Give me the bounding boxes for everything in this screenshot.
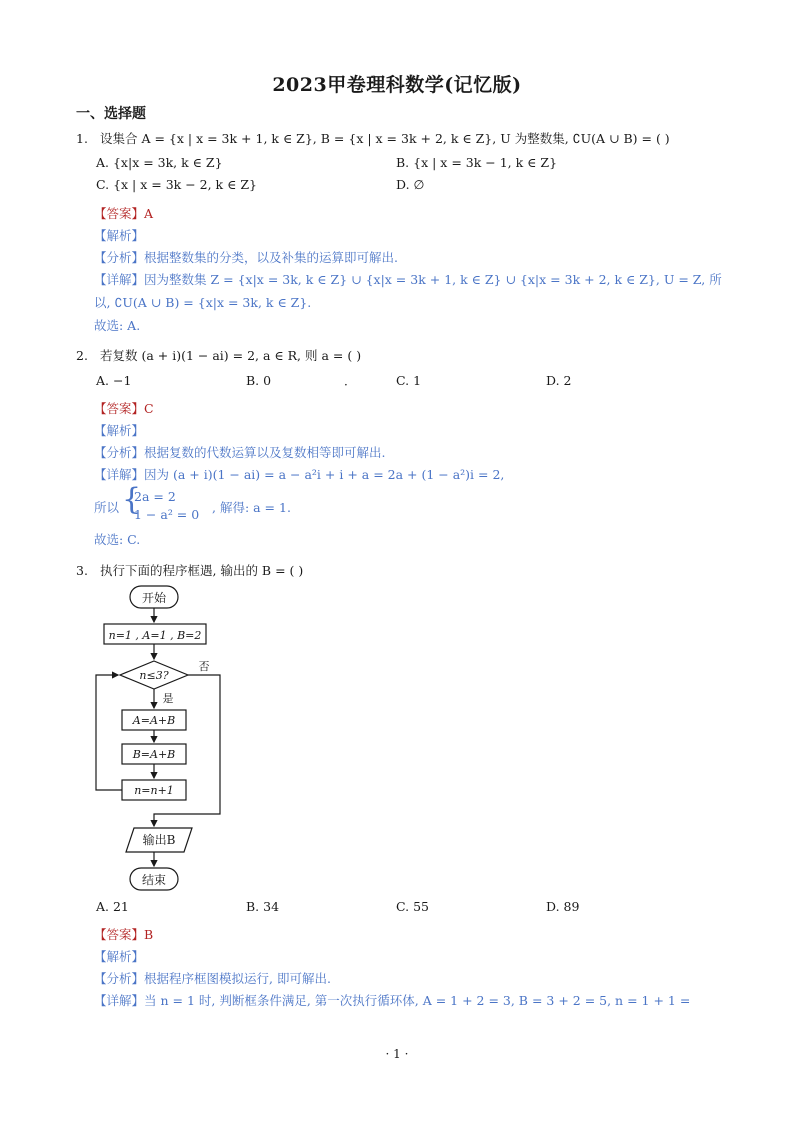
system-brace: { — [122, 482, 142, 517]
q3-option-d: D. 89 — [546, 899, 580, 914]
q2-jiexi: 【解析】 — [94, 423, 145, 438]
flow-start-label: 开始 — [141, 591, 167, 605]
q1-detail-line-1: 【详解】因为整数集 Z = {x|x = 3k, k ∈ Z} ∪ {x|x = 3k + 1, k ∈ Z} ∪ {x|x = 3k + 2, k ∈ Z}, U = Z, 所 — [94, 272, 722, 287]
q3-analysis: 【分析】根据程序框图模拟运行, 即可解出. — [94, 971, 331, 986]
q1-option-c: C. {x | x = 3k − 2, k ∈ Z} — [96, 177, 257, 192]
q3-option-a: A. 21 — [96, 899, 129, 914]
question-1-stem — [76, 129, 670, 147]
page-number: · 1 · — [385, 1047, 409, 1061]
q1-answer: 【答案】A — [94, 206, 154, 221]
q1-jiexi: 【解析】 — [94, 228, 145, 243]
q3-option-b: B. 34 — [246, 899, 280, 914]
q2-suoyi: 所以 — [94, 500, 120, 515]
question-3-stem — [76, 561, 303, 579]
q3-jiexi: 【解析】 — [94, 949, 145, 964]
q2-detail-line-1: 【详解】因为 (a + i)(1 − ai) = a − a²i + i + a = 2a + (1 − a²)i = 2, — [94, 467, 505, 482]
q3-answer: 【答案】B — [94, 927, 154, 942]
q2-answer: 【答案】C — [94, 401, 154, 416]
q2-option-b: B. 0 — [246, 373, 272, 388]
question-text: 设集合 A = {x | x = 3k + 1, k ∈ Z}, B = {x | x = 3k + 2, k ∈ Z}, U 为整数集, ∁U(A ∪ B) = ( ) — [100, 131, 670, 146]
q1-analysis: 【分析】根据整数集的分类，以及补集的运算即可解出. — [94, 250, 398, 265]
flow-yes-label: 是 — [162, 692, 174, 705]
q1-option-b: B. {x | x = 3k − 1, k ∈ Z} — [396, 155, 558, 170]
flow-output-label: 输出B — [142, 833, 176, 847]
flow-condition-label: n≤3? — [139, 669, 169, 682]
section-heading: 一、选择题 — [76, 106, 146, 122]
flow-end-label: 结束 — [141, 873, 167, 887]
q2-system-eq-1: 2a = 2 — [134, 489, 176, 504]
question-text: 若复数 (a + i)(1 − ai) = 2, a ∈ R, 则 a = ( ) — [100, 348, 362, 363]
question-number: 2. — [76, 348, 88, 363]
q2-analysis: 【分析】根据复数的代数运算以及复数相等即可解出. — [94, 445, 386, 460]
question-number: 1. — [76, 131, 88, 146]
flow-step-a-label: A=A+B — [132, 714, 176, 727]
stray-dot: · — [344, 378, 348, 392]
q1-option-d: D. ∅ — [396, 177, 425, 192]
flow-init-label: n=1 , A=1 , B=2 — [108, 629, 202, 642]
question-text: 执行下面的程序框遇, 输出的 B = ( ) — [100, 563, 304, 578]
flow-step-b-label: B=A+B — [132, 748, 176, 761]
flow-step-n-label: n=n+1 — [134, 784, 174, 797]
q2-option-a: A. −1 — [96, 373, 132, 388]
q3-detail-line-1: 【详解】当 n = 1 时, 判断框条件满足, 第一次执行循环体, A = 1 + 2 = 3, B = 3 + 2 = 5, n = 1 + 1 = — [94, 993, 691, 1008]
q2-solution: , 解得: a = 1. — [212, 500, 291, 515]
q3-option-c: C. 55 — [396, 899, 429, 914]
q2-option-c: C. 1 — [396, 373, 422, 388]
page-title: 2023甲卷理科数学(记忆版) — [272, 74, 522, 96]
flow-no-label: 否 — [198, 660, 210, 673]
q1-detail-line-2: 以, ∁U(A ∪ B) = {x|x = 3k, k ∈ Z}. — [94, 295, 312, 310]
q2-option-d: D. 2 — [546, 373, 572, 388]
q2-conclusion: 故选: C. — [94, 532, 141, 547]
question-number: 3. — [76, 563, 88, 578]
q1-option-a: A. {x|x = 3k, k ∈ Z} — [96, 155, 223, 170]
q2-system-eq-2: 1 − a² = 0 — [134, 507, 200, 522]
flowchart — [88, 582, 238, 892]
question-2-stem — [76, 346, 361, 364]
q1-conclusion: 故选: A. — [94, 318, 141, 333]
